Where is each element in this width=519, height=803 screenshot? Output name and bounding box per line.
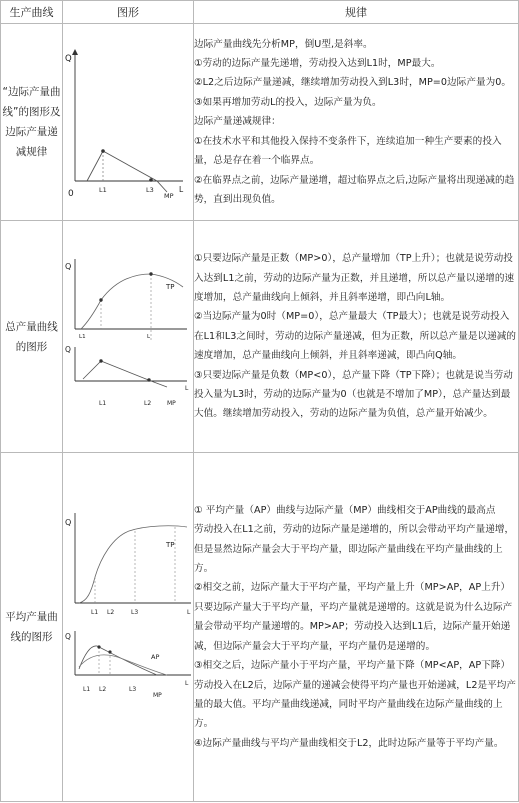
l1-label: L1 [99, 186, 107, 194]
row-name-mp: “边际产量曲线”的图形及边际产量递减规律 [1, 24, 63, 221]
tp-label: TP [166, 283, 175, 291]
l-axis-label: L [179, 185, 184, 194]
l2-top-label: L2 [107, 609, 115, 616]
rule-line: ④边际产量曲线与平均产量曲线相交于L2，此时边际产量等于平均产量。 [194, 737, 504, 749]
header-curve: 生产曲线 [1, 1, 63, 24]
rule-line: 只要边际产量大于平均产量，平均产量就是递增的。这就是说为什么边际产量会带动平均产量递增的。MP>AP；劳动投入达到L1后，边际产量开始递减，但边际产量会大于平均产量，平均产量仍是递增的。 [194, 601, 513, 652]
rule-line: ③只要边际产量是负数（MP<0），总产量下降（TP下降）；也就是说当劳动投入量为L3时，劳动的边际产量为0（也就是不增加了MP），总产量达到最大值。继续增加劳动投入，劳动的边际产量为负值，总产量开始减少。 [194, 369, 513, 420]
l-top-label: L [187, 609, 191, 616]
row-rules-tp [194, 221, 519, 453]
l-axis-label: L [185, 680, 189, 687]
l3-label: L3 [129, 686, 137, 693]
table-row [1, 24, 519, 221]
l1-label: L1 [83, 686, 91, 693]
l2-label: L2 [144, 400, 152, 407]
rule-line: 边际产量递减规律： [194, 116, 281, 128]
l1-label: L1 [99, 400, 107, 407]
mp-label: MP [153, 692, 162, 699]
l3-top-label: L3 [131, 609, 139, 616]
ap-curve-figure [63, 453, 194, 801]
rule-line: 劳动投入在L2后，边际产量的递减会使得平均产量也开始递减，L2是平均产量的最大值。平均产量曲线递减，同时平均产量曲线在边际产量曲线的上方。 [194, 679, 517, 730]
q-axis-label-2: Q [65, 632, 71, 641]
l3-label: L3 [146, 186, 154, 194]
ap-label: AP [151, 653, 160, 661]
q-axis-label-2: Q [65, 345, 71, 354]
l3-top-label: L [147, 334, 151, 340]
row-rules-ap [194, 453, 519, 802]
rule-line: ③相交之后，边际产量小于平均产量，平均产量下降（MP<AP，AP下降） [194, 660, 511, 672]
mp-label: MP [167, 400, 176, 407]
rule-line: ②在临界点之前，边际产量递增，超过临界点之后,边际产量将出现递减的趋势，直到出现负值。 [194, 174, 515, 205]
rule-line: 边际产量曲线先分析MP，倒U型,是斜率。 [194, 38, 373, 50]
rule-line: ①只要边际产量是正数（MP>0），总产量增加（TP上升）；也就是说劳动投入达到L1之前，劳动的边际产量为正数，并且递增，所以总产量以递增的速度增加，总产量曲线向上倾斜，并且斜率递增，即凸向L轴。 [194, 253, 515, 303]
rule-line: ① 平均产量（AP）曲线与边际产量（MP）曲线相交于AP曲线的最高点 [194, 504, 496, 516]
ap-figure-cell [63, 453, 194, 802]
table-row [1, 221, 519, 453]
q-axis-label: Q [65, 518, 72, 527]
rule-line: ③如果再增加劳动L的投入，边际产量为负。 [194, 96, 382, 108]
l1-top-label: L1 [79, 334, 86, 340]
q-axis-label: Q [65, 262, 72, 271]
tp-figure-cell [63, 221, 194, 453]
l-axis-label: L [185, 385, 189, 392]
mp-figure-cell [63, 24, 194, 221]
table-row [1, 453, 519, 802]
rule-line: ②当边际产量为0时（MP=0），总产量最大（TP最大）；也就是说劳动投入在L1和L3之间时，劳动的边际产量递减，但为正数，所以总产量是以递减的速度增加，总产量曲线向上倾斜，并且斜率递减，即凸向Q轴。 [194, 311, 517, 362]
origin-label: 0 [68, 189, 74, 199]
rule-line: 劳动投入在L1之前，劳动的边际产量是递增的，所以会带动平均产量递增，但是显然边际产量会大于平均产量，即边际产量曲线在平均产量曲线的上方。 [194, 524, 515, 575]
tp-curve-figure [63, 221, 194, 452]
header-rule: 规律 [194, 1, 519, 24]
row-name-tp: 总产量曲线的图形 [1, 221, 63, 453]
rule-line: ②L2之后边际产量递减，继续增加劳动投入到L3时，MP=0边际产量为0。 [194, 77, 512, 89]
row-rules-mp [194, 24, 519, 221]
header-figure: 图形 [63, 1, 194, 24]
q-axis-label: Q [65, 54, 72, 64]
rule-line: ①劳动的边际产量先递增，劳动投入达到L1时，MP最大。 [194, 58, 441, 70]
l2-label: L2 [99, 686, 107, 693]
l1-top-label: L1 [91, 609, 99, 616]
rule-line: ②相交之前，边际产量大于平均产量，平均产量上升（MP>AP，AP上升） [194, 582, 511, 594]
tp-label: TP [166, 541, 175, 549]
mp-curve-figure [63, 24, 194, 220]
table-header-row [1, 1, 519, 24]
rule-line: ①在技术水平和其他投入保持不变条件下，连续追加一种生产要素的投入量，总是存在着一个临界点。 [194, 135, 502, 167]
mp-label: MP [164, 192, 174, 200]
row-name-ap: 平均产量曲线的图形 [1, 453, 63, 802]
